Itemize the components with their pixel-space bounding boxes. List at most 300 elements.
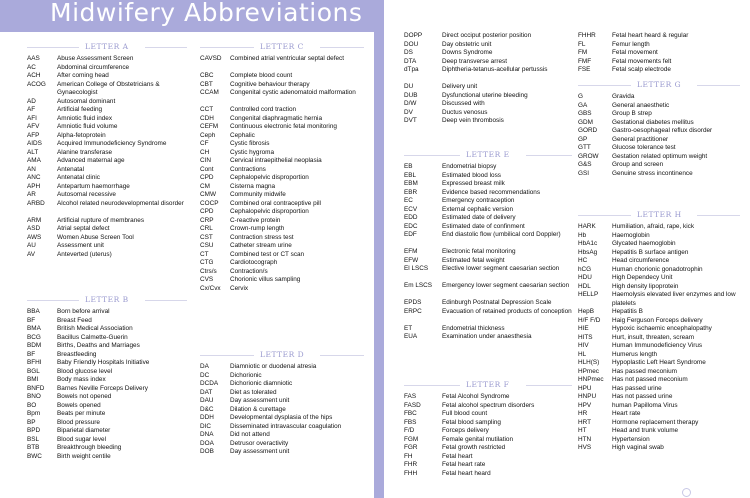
definition: Deep vein thrombosis <box>442 117 504 124</box>
definition: Fetal alcohol spectrum disorders <box>442 401 535 409</box>
heading-rule <box>27 300 79 301</box>
column-1 <box>27 0 197 498</box>
definition: Fetal growth restricted <box>442 444 506 451</box>
definition: Biparietal diameter <box>57 427 111 434</box>
heading-rule <box>697 85 740 86</box>
abbreviation: Ctrs/s <box>200 267 217 275</box>
definition: Head and trunk volume <box>612 427 679 434</box>
abbreviation: AU <box>27 242 36 249</box>
definition: Catheter stream urine <box>230 242 292 249</box>
definition: Blood sugar level <box>57 435 107 443</box>
abbreviation: BBA <box>27 308 40 315</box>
definition: Detrusor overactivity <box>230 439 289 447</box>
abbreviation: HNPU <box>578 393 597 400</box>
definition: Birth weight centile <box>57 452 111 460</box>
abbreviation: DOPP <box>404 32 423 39</box>
abbreviation: DC <box>200 371 210 379</box>
abbreviation: FL <box>578 40 586 48</box>
definition: Examination under anaesthesia <box>442 333 532 340</box>
definition: Has passed meconium <box>612 367 678 375</box>
definition: human Papilloma Virus <box>612 401 678 409</box>
definition: Combined atrial ventricular septal defect <box>230 55 345 62</box>
abbreviation: AF <box>27 106 36 113</box>
abbreviation: DS <box>404 49 413 56</box>
abbreviation: Ceph <box>200 131 216 139</box>
abbreviation: FSE <box>578 66 591 73</box>
definition: General anaesthetic <box>612 101 670 109</box>
definition: C-reactive protein <box>230 216 281 224</box>
definition: Complete blood count <box>230 72 293 79</box>
definition: Hormone replacement therapy <box>612 418 699 426</box>
definition: Haemoglobin <box>612 231 650 239</box>
abbreviation: ASD <box>27 225 41 232</box>
definition: Human Immunodeficiency Virus <box>612 342 703 349</box>
heading-rule <box>578 215 631 216</box>
definition: Evidence based recommendations <box>442 188 541 196</box>
definition: Did not attend <box>230 431 270 438</box>
definition: Cardiotocograph <box>230 259 278 266</box>
abbreviation: EDC <box>404 222 418 230</box>
abbreviation: GTT <box>578 144 591 151</box>
abbreviation: ET <box>404 324 413 332</box>
definition: Controlled cord traction <box>230 106 297 113</box>
definition: Breastfeeding <box>57 350 97 358</box>
definition: Contraction/s <box>230 267 268 275</box>
abbreviation: CPD <box>200 208 214 215</box>
abbreviation: HITS <box>578 333 593 341</box>
abbreviation: CBC <box>200 72 214 79</box>
definition: Hypertension <box>612 435 650 443</box>
definition: Edinburgh Postnatal Depression Scale <box>442 299 552 306</box>
abbreviation: FHHR <box>578 32 596 39</box>
definition: Cystic hygroma <box>230 148 275 156</box>
abbreviation: HC <box>578 257 588 264</box>
definition: Day assessment unit <box>230 397 290 404</box>
definition: Combined oral contraceptive pill <box>230 199 321 207</box>
abbreviation: CRP <box>200 216 214 224</box>
heading-rule <box>200 47 254 48</box>
abbreviation: AN <box>27 165 36 173</box>
abbreviation: EDF <box>404 231 417 238</box>
abbreviation: COCP <box>200 199 219 207</box>
abbreviation: ARM <box>27 216 42 224</box>
definition: Body mass index <box>57 376 106 383</box>
abbreviation: EUA <box>404 333 418 340</box>
definition: Day obstetric unit <box>442 40 492 48</box>
definition: Community midwife <box>230 191 286 198</box>
abbreviation: HNPmec <box>578 376 604 383</box>
abbreviation: F/D <box>404 427 415 434</box>
section-heading: LETTER B <box>85 295 129 304</box>
abbreviation: DDH <box>200 414 214 421</box>
abbreviation: ACH <box>27 72 41 79</box>
abbreviation: ERPC <box>404 307 422 315</box>
abbreviation: CST <box>200 233 213 241</box>
heading-rule <box>145 300 187 301</box>
definition: Humerus length <box>612 350 658 358</box>
section-heading: LETTER G <box>637 80 682 89</box>
definition: Group and screen <box>612 161 664 168</box>
definition: Autosomal recessive <box>57 191 116 198</box>
definition: Endometrial biopsy <box>442 163 497 170</box>
abbreviation: FAS <box>404 393 417 400</box>
abbreviation: DAU <box>200 397 214 404</box>
abbreviation: BSL <box>27 435 40 443</box>
abbreviation: EDD <box>404 214 418 221</box>
definition: Alpha-fetoprotein <box>57 131 106 139</box>
column-4 <box>578 0 750 498</box>
abbreviation: D/W <box>404 100 417 107</box>
abbreviation: AWS <box>27 233 42 241</box>
heading-rule <box>145 47 187 48</box>
definition: Born before arrival <box>57 308 110 315</box>
definition: Estimated date of delivery <box>442 214 516 221</box>
abbreviation: CBT <box>200 80 213 88</box>
definition: Atrial septal defect <box>57 225 110 232</box>
section-heading: LETTER A <box>85 42 129 51</box>
definition: Bacillus Calmette-Guerin <box>57 333 128 341</box>
abbreviation: FMF <box>578 57 592 65</box>
definition: High vaginal swab <box>612 444 664 451</box>
definition: Has not passed urine <box>612 393 673 400</box>
heading-rule <box>404 385 460 386</box>
definition: Gravida <box>612 93 635 100</box>
definition: Blood pressure <box>57 418 100 426</box>
abbreviation: hCG <box>578 265 592 273</box>
abbreviation: AV <box>27 250 36 258</box>
definition: Dilation & curettage <box>230 405 286 413</box>
definition: Ductus venosus <box>442 108 488 116</box>
abbreviation: BNO <box>27 393 41 400</box>
abbreviation: HIE <box>578 325 589 332</box>
abbreviation: CF <box>200 140 209 147</box>
definition: External cephalic version <box>442 205 514 213</box>
heading-rule <box>526 155 572 156</box>
abbreviation: H/F F/D <box>578 316 601 324</box>
abbreviation: CMW <box>200 191 216 198</box>
definition: Deep transverse arrest <box>442 57 507 65</box>
definition: Heart rate <box>612 410 641 417</box>
definition: Contraction stress test <box>230 233 294 241</box>
abbreviation: BTB <box>27 444 40 451</box>
abbreviation: FGR <box>404 444 418 451</box>
abbreviation: GP <box>578 135 588 143</box>
definition: Developmental dysplasia of the hips <box>230 414 333 421</box>
definition: Assessment unit <box>57 242 104 249</box>
definition: High Dependecy Unit <box>612 274 673 281</box>
abbreviation: CPD <box>200 174 214 181</box>
definition: Fetal movement <box>612 49 658 56</box>
abbreviation: DAT <box>200 388 213 396</box>
definition: Dichorionic diamniotic <box>230 380 293 387</box>
definition: Acquired Immunodeficiency Syndrome <box>57 140 167 147</box>
definition: Endometrial thickness <box>442 324 505 332</box>
definition: Combined test or CT scan <box>230 250 305 258</box>
definition: Fetal Alcohol Syndrome <box>442 393 510 400</box>
abbreviation: DNA <box>200 431 214 438</box>
abbreviation: HARK <box>578 223 596 230</box>
page-right <box>384 0 750 498</box>
definition: Advanced maternal age <box>57 157 125 164</box>
abbreviation: dTpa <box>404 66 419 73</box>
abbreviation: AFP <box>27 131 40 139</box>
abbreviation: GDM <box>578 118 593 126</box>
definition: Direct occiput posterior position <box>442 32 532 39</box>
definition: Breast Feed <box>57 316 92 324</box>
abbreviation: FH <box>404 452 413 460</box>
definition: Abdominal circumference <box>57 63 130 71</box>
definition: Genuine stress incontinence <box>612 169 693 177</box>
page-left <box>0 0 374 498</box>
definition: Anteverted (uterus) <box>57 250 112 258</box>
definition: Hypoplastic Left Heart Syndrome <box>612 359 706 366</box>
abbreviation: G&S <box>578 161 592 168</box>
definition: Cervix <box>230 284 249 292</box>
abbreviation: Cx/Cvx <box>200 284 221 292</box>
abbreviation: BDM <box>27 342 42 349</box>
heading-rule <box>578 85 631 86</box>
definition: Gastro-oesophageal reflux disorder <box>612 127 713 134</box>
abbreviation: AFV <box>27 123 40 130</box>
definition: Hurt, insult, threaten, scream <box>612 333 695 341</box>
abbreviation: FBC <box>404 410 417 417</box>
abbreviation: HLH(S) <box>578 359 600 366</box>
definition: Congenital cystic adenomatoid malformation <box>230 89 356 96</box>
definition: Humiliation, afraid, rape, kick <box>612 223 695 230</box>
abbreviation: EFM <box>404 248 418 255</box>
publisher-logo-icon <box>682 488 691 497</box>
heading-rule <box>320 355 364 356</box>
definition: Human chorionic gonadotrophin <box>612 265 703 273</box>
definition: Discussed with <box>442 100 485 107</box>
section-heading: LETTER C <box>260 42 304 51</box>
abbreviation: GORD <box>578 127 598 134</box>
definition: Dichorionic <box>230 371 262 379</box>
definition: Femur length <box>612 40 650 48</box>
abbreviation: CDH <box>200 114 214 122</box>
abbreviation: GA <box>578 101 588 109</box>
abbreviation: BPD <box>27 427 41 434</box>
abbreviation: EFW <box>404 256 419 264</box>
abbreviation: Bpm <box>27 410 41 417</box>
abbreviation: CSU <box>200 242 214 249</box>
definition: Barnes Neville Forceps Delivery <box>57 384 148 392</box>
abbreviation: FGM <box>404 435 419 443</box>
abbreviation: AIDS <box>27 140 42 147</box>
definition: Beats per minute <box>57 410 106 417</box>
abbreviation: HPmec <box>578 367 599 375</box>
abbreviation: ACOG <box>27 80 46 88</box>
abbreviation: APH <box>27 182 41 190</box>
abbreviation: HPV <box>578 401 592 409</box>
heading-rule <box>526 385 572 386</box>
definition: Fetal heart heard & regular <box>612 32 689 39</box>
abbreviation: DV <box>404 108 413 116</box>
definition: Haemolysis elevated liver enzymes and low platelets <box>612 291 736 307</box>
abbreviation: FHR <box>404 461 418 468</box>
definition: Alcohol related neurodevelopmental disorder <box>57 199 184 207</box>
definition: Head circumference <box>612 257 670 264</box>
abbreviation: EC <box>404 197 413 204</box>
definition: Fetal heart <box>442 452 473 460</box>
abbreviation: BCG <box>27 333 41 341</box>
definition: Cystic fibrosis <box>230 140 270 147</box>
definition: Hypoxic ischaemic encephalopathy <box>612 325 712 332</box>
abbreviation: HPU <box>578 384 592 392</box>
definition: Electronic fetal monitoring <box>442 248 516 255</box>
abbreviation: AR <box>27 191 36 198</box>
abbreviation: DIC <box>200 422 212 430</box>
abbreviation: Em LSCS <box>404 282 433 289</box>
abbreviation: CH <box>200 148 210 156</box>
abbreviation: CVS <box>200 276 214 283</box>
definition: Fetal movements felt <box>612 57 672 65</box>
abbreviation: Cont <box>200 165 214 173</box>
abbreviation: AD <box>27 97 36 105</box>
abbreviation: HL <box>578 350 587 358</box>
definition: Artificial feeding <box>57 106 103 113</box>
definition: Disseminated intravascular coagulation <box>230 422 342 430</box>
abbreviation: DOU <box>404 40 419 48</box>
abbreviation: AAS <box>27 55 40 62</box>
definition: Fetal heart heard <box>442 469 491 477</box>
definition: Gestational diabetes mellitus <box>612 118 694 126</box>
abbreviation: DTA <box>404 57 417 65</box>
definition: Cephalopelvic disproportion <box>230 174 309 181</box>
abbreviation: GSI <box>578 169 590 177</box>
definition: Antenatal clinic <box>57 174 100 181</box>
definition: Congenital diaphragmatic hernia <box>230 114 323 122</box>
definition: Expressed breast milk <box>442 180 505 187</box>
definition: Crown-rump length <box>230 225 285 232</box>
section-heading: LETTER H <box>637 210 682 219</box>
definition: British Medical Association <box>57 325 133 332</box>
abbreviation: DU <box>404 83 414 90</box>
abbreviation: CIN <box>200 157 212 164</box>
definition: Fetal heart rate <box>442 461 486 468</box>
abbreviation: BNFD <box>27 384 45 392</box>
section-heading: LETTER D <box>260 350 305 359</box>
definition: Day assessment unit <box>230 448 290 455</box>
definition: Fetal scalp electrode <box>612 66 671 73</box>
definition: Has passed urine <box>612 384 662 392</box>
abbreviation: CCAM <box>200 89 219 96</box>
heading-rule <box>27 47 79 48</box>
abbreviation: GROW <box>578 152 599 160</box>
definition: Forceps delivery <box>442 427 489 434</box>
definition: Elective lower segment caesarian section <box>442 265 560 272</box>
abbreviation: FHH <box>404 469 418 477</box>
abbreviation: El LSCS <box>404 265 429 272</box>
heading-rule <box>404 155 460 156</box>
abbreviation: FM <box>578 49 588 56</box>
definition: General practitioner <box>612 135 669 143</box>
abbreviation: BGL <box>27 367 40 375</box>
definition: Cisterna magna <box>230 182 276 190</box>
abbreviation: Hb <box>578 231 587 239</box>
abbreviation: HRT <box>578 418 592 426</box>
abbreviation: HDU <box>578 274 592 281</box>
abbreviation: ECV <box>404 205 418 213</box>
definition: Downs Syndrome <box>442 49 493 56</box>
section-heading: LETTER E <box>466 150 510 159</box>
definition: Antepartum haemorrhage <box>57 182 130 190</box>
abbreviation: ALT <box>27 148 39 156</box>
abbreviation: G <box>578 93 583 100</box>
abbreviation: ARBD <box>27 199 45 207</box>
definition: Group B strep <box>612 110 652 117</box>
abbreviation: HDL <box>578 282 591 290</box>
abbreviation: HTN <box>578 435 592 443</box>
definition: Bowels opened <box>57 401 101 409</box>
abbreviation: CRL <box>200 225 213 232</box>
definition: Estimated date of confinment <box>442 222 525 230</box>
abbreviation: EPDS <box>404 299 422 306</box>
definition: End diastolic flow (umbilical cord Doppler) <box>442 231 561 238</box>
definition: Female genital mutilation <box>442 435 514 443</box>
abbreviation: HVS <box>578 444 592 451</box>
definition: Hepatitis B <box>612 308 643 315</box>
abbreviation: DCDA <box>200 380 219 387</box>
abbreviation: EBR <box>404 188 418 196</box>
column-3 <box>404 0 582 498</box>
definition: Hepatitis B surface antigen <box>612 248 689 256</box>
heading-rule <box>200 355 254 356</box>
definition: Chorionic villus sampling <box>230 276 301 283</box>
definition: Antenatal <box>57 165 85 173</box>
abbreviation: BF <box>27 316 36 324</box>
definition: Cervical intraepithelial neoplasia <box>230 157 322 164</box>
definition: Delivery unit <box>442 83 478 90</box>
definition: Baby Friendly Hospitals Initiative <box>57 359 150 366</box>
definition: Full blood count <box>442 410 488 417</box>
abbreviation: EBM <box>404 180 418 187</box>
abbreviation: BMI <box>27 376 39 383</box>
abbreviation: EB <box>404 163 413 170</box>
definition: Blood glucose level <box>57 367 113 375</box>
abbreviation: HIV <box>578 342 589 349</box>
definition: Women Abuse Screen Tool <box>57 233 134 241</box>
page-title: Midwifery Abbreviations <box>50 0 363 27</box>
abbreviation: HbsAg <box>578 248 598 256</box>
definition: Has not passed meconium <box>612 376 688 383</box>
definition: High density lipoprotein <box>612 282 679 290</box>
abbreviation: DOA <box>200 439 214 447</box>
definition: After coming head <box>57 72 109 79</box>
definition: Cognitive behaviour therapy <box>230 80 310 88</box>
abbreviation: BP <box>27 418 36 426</box>
definition: Amniotic fluid volume <box>57 123 118 130</box>
abbreviation: CEFM <box>200 123 219 130</box>
abbreviation: AC <box>27 63 36 71</box>
abbreviation: D&C <box>200 405 214 413</box>
definition: Bowels not opened <box>57 393 112 400</box>
definition: Gestation related optimum weight <box>612 152 708 160</box>
definition: Estimated blood loss <box>442 171 501 179</box>
definition: Breakthrough bleeding <box>57 444 122 451</box>
heading-rule <box>697 215 740 216</box>
abbreviation: HELLP <box>578 291 599 298</box>
abbreviation: CM <box>200 182 210 190</box>
abbreviation: BF <box>27 350 36 358</box>
abbreviation: HbA1c <box>578 240 598 247</box>
definition: Cephalic <box>230 131 255 139</box>
abbreviation: CT <box>200 250 209 258</box>
definition: Contractions <box>230 165 266 173</box>
definition: Diet as tolerated <box>230 388 277 396</box>
definition: Emergency lower segment caesarian section <box>442 282 570 289</box>
definition: Diphtheria-tetanus-acellular pertussis <box>442 66 548 73</box>
